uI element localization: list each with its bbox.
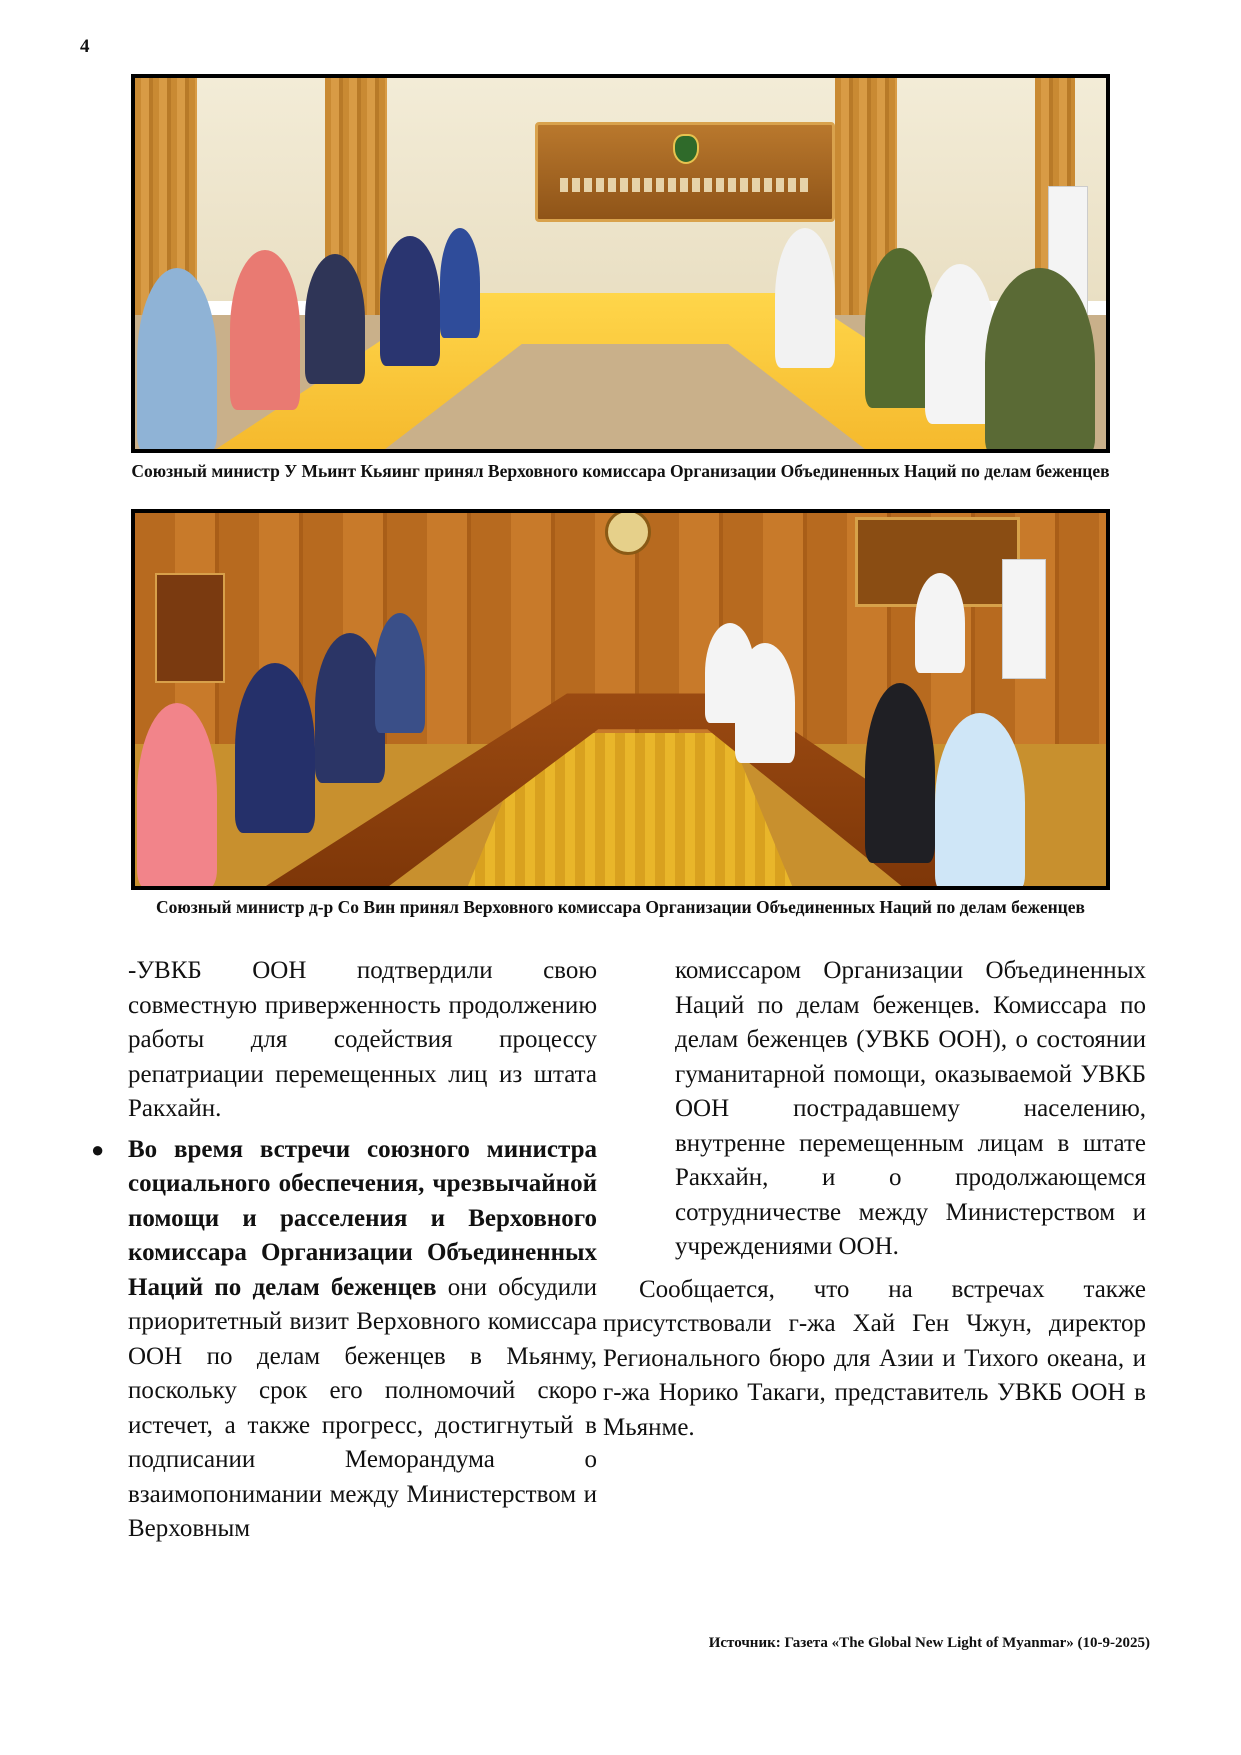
bullet-bold-text: Во время встречи союзного министра социального обеспечения, чрезвычайной помощи и расселения и Верховного комиссара Организации Объединенных Наций по делам беженцев	[128, 1135, 597, 1301]
bullet-icon: ●	[91, 1136, 105, 1162]
emblem-icon	[673, 134, 699, 164]
photo-person	[305, 254, 365, 384]
photo-person	[915, 573, 965, 673]
photo-person	[775, 228, 835, 368]
article-right-column	[603, 954, 1146, 1445]
photo-person	[137, 703, 217, 888]
photo-person	[380, 236, 440, 366]
photo-person	[865, 683, 935, 863]
photo-person	[230, 250, 300, 410]
bullet-text: они обсудили приоритетный визит Верховного комиссара ООН по делам беженцев в Мьянму, поскольку срок его полномочий скоро истечет, а также прогресс, достигнутый в подписании Меморандума о взаимопонимании между Министерством и Верховным	[128, 1273, 597, 1542]
meeting-photo-1	[131, 74, 1110, 453]
photo-person	[375, 613, 425, 733]
photo-2-caption: Союзный министр д-р Со Вин принял Верховного комиссара Организации Объединенных Наций по делам беженцев	[156, 897, 1085, 917]
photo-1-caption: Союзный министр У Мьинт Кьяинг принял Верховного комиссара Организации Объединенных Наций по делам беженцев	[131, 461, 1110, 481]
list-item	[91, 1133, 597, 1547]
photo-shrine	[155, 573, 225, 683]
photo-person	[137, 268, 217, 453]
photo-person	[935, 713, 1025, 890]
photo-person	[735, 643, 795, 763]
continued-paragraph: комиссаром Организации Объединенных Наций по делам беженцев. Комиссара по делам беженцев (УВКБ ООН), о состоянии гуманитарной помощи, оказываемой УВКБ ООН пострадавшему населению, внутренне перемещенным лицам в штате Ракхайн, и о продолжающемся сотрудничестве между Министерством и учреждениями ООН.	[675, 957, 1146, 1260]
photo-air-conditioner	[1002, 559, 1046, 679]
meeting-photo-2	[131, 509, 1110, 890]
photo-person	[985, 268, 1095, 453]
paragraph: Сообщается, что на встречах также присутствовали г-жа Хай Ген Чжун, директор Регионального бюро для Азии и Тихого океана, и г-жа Норико Такаги, представитель УВКБ ООН в Мьянме.	[603, 1275, 1146, 1441]
photo-plaque-lettering	[560, 178, 810, 192]
page-number: 4	[80, 36, 90, 57]
source-credit: Источник: Газета «The Global New Light of Myanmar» (10-9-2025)	[708, 1635, 1150, 1651]
continued-paragraph: -УВКБ ООН подтвердили свою совместную приверженность продолжению работы для содействия процессу репатриации перемещенных лиц из штата Ракхайн.	[128, 957, 597, 1122]
article-left-column	[91, 954, 597, 1547]
emblem-icon	[605, 509, 651, 555]
photo-person	[235, 663, 315, 833]
photo-person	[440, 228, 480, 338]
